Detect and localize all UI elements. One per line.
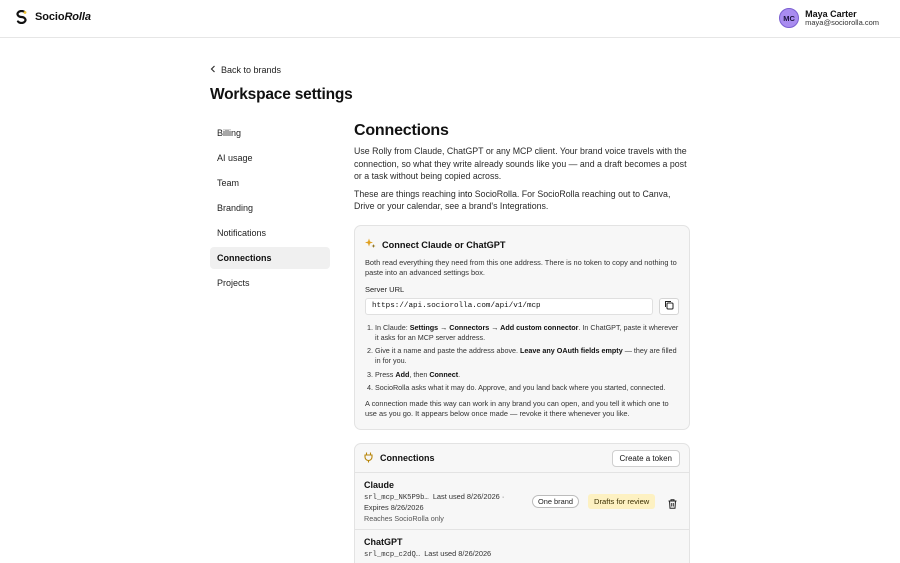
section-title: Connections — [354, 122, 449, 139]
logo-mark-icon — [16, 10, 27, 24]
plug-icon — [364, 452, 373, 465]
step-item: 3. Press Add, then Connect. — [375, 370, 679, 380]
direction-note: These are things reaching into SocioRolla. For SocioRolla reaching out to Canva, Drive or your calendar, see a brand's Integrations. — [354, 188, 671, 211]
back-to-brands-link[interactable] — [210, 65, 281, 75]
nav-item-connections[interactable]: Connections — [210, 247, 330, 269]
intro-text: Use Rolly from Claude, ChatGPT or any MCP client. Your brand voice travels with the connection, so what they write already sounds like you — and a draft becomes a post or a task without being copied across. — [354, 146, 687, 181]
settings-nav — [210, 122, 330, 297]
brand-scope-pill[interactable]: One brand — [532, 495, 579, 508]
nav-item-projects[interactable]: Projects — [217, 278, 250, 288]
connect-steps — [365, 323, 679, 394]
app-logo[interactable] — [16, 10, 91, 24]
connection-scope: Reaches SocioRolla only — [364, 514, 444, 523]
connections-list-title: Connections — [380, 453, 435, 463]
brand-name: SocioRolla — [35, 11, 91, 23]
connect-card-footer: A connection made this way can work in any brand you can open, and you tell it which one to use as you go. It appears below once made — revoke it there whenever you like. — [365, 399, 669, 418]
sparkle-icon — [365, 236, 376, 254]
connection-name: ChatGPT — [364, 537, 403, 547]
connection-meta: srl_mcp_NK5P9b… Last used 8/26/2026 · Expires 8/26/2026 — [364, 492, 505, 512]
connect-card-title: Connect Claude or ChatGPT — [382, 239, 506, 250]
nav-item-notifications[interactable]: Notifications — [217, 228, 267, 238]
user-name: Maya Carter — [805, 8, 857, 19]
connections-list-card — [354, 443, 690, 563]
avatar[interactable]: MC — [779, 8, 799, 28]
connection-name: Claude — [364, 480, 395, 490]
connection-row — [355, 472, 689, 529]
back-chevron-icon — [210, 65, 216, 75]
user-email: maya@sociorolla.com — [805, 17, 879, 27]
nav-item-team[interactable]: Team — [217, 178, 240, 188]
copy-url-button[interactable] — [659, 298, 679, 315]
back-label: Back to brands — [221, 65, 282, 75]
page-title: Workspace settings — [210, 86, 353, 103]
connect-card — [354, 225, 690, 431]
step-item: 2. Give it a name and paste the address above. Leave any OAuth fields empty — they are filled in for you. — [375, 346, 679, 366]
copy-icon — [664, 297, 674, 315]
nav-item-ai-usage[interactable]: AI usage — [217, 153, 253, 163]
step-item: 4. SocioRolla asks what it may do. Approve, and you land back where you started, connected. — [375, 383, 679, 393]
step-item: 1. In Claude: Settings → Connectors → Add custom connector. In ChatGPT, paste it wherever it asks for an MCP server address. — [375, 323, 679, 343]
create-token-button[interactable]: Create a token — [612, 450, 680, 467]
connections-section — [354, 122, 690, 563]
nav-item-billing[interactable]: Billing — [217, 128, 242, 138]
nav-item-branding[interactable]: Branding — [217, 203, 254, 213]
server-url-field[interactable]: https://api.sociorolla.com/api/v1/mcp — [365, 298, 653, 315]
connection-row — [355, 529, 689, 563]
server-url-label: Server URL — [365, 284, 405, 294]
status-badge: Drafts for review — [588, 494, 655, 509]
connect-card-description: Both read everything they need from this one address. There is no token to copy and nothing to paste into an advanced settings box. — [365, 257, 677, 277]
trash-icon[interactable] — [668, 496, 677, 514]
top-bar — [0, 0, 900, 38]
connection-meta: srl_mcp_c2dQ… Last used 8/26/2026 — [364, 549, 492, 559]
user-menu[interactable] — [779, 8, 879, 28]
